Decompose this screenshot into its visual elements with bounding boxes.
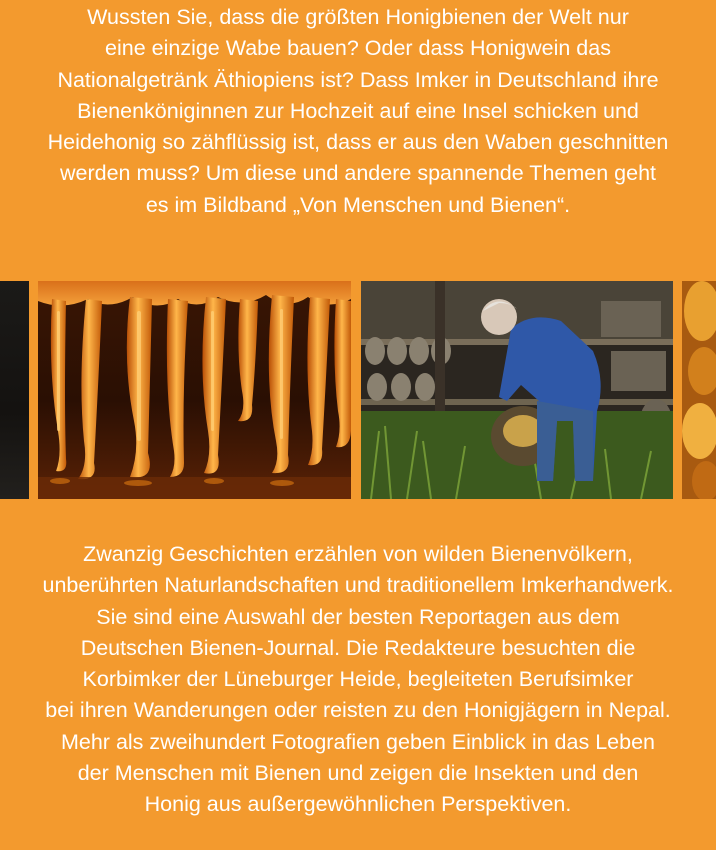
body-line: Mehr als zweihundert Fotografien geben Einblick in das Leben bbox=[60, 729, 655, 754]
body-paragraph bbox=[0, 539, 716, 821]
body-line: Korbimker der Lüneburger Heide, begleiteten Berufsimker bbox=[82, 667, 634, 692]
body-line: unberührten Naturlandschaften und traditionellem Imkerhandwerk. bbox=[42, 573, 674, 598]
intro-line: werden muss? Um diese und andere spannende Themen geht bbox=[59, 161, 657, 186]
intro-line: Wussten Sie, dass die größten Honigbienen der Welt nur bbox=[87, 5, 629, 29]
honey-drips-photo bbox=[38, 281, 351, 499]
intro-line: Heidehonig so zähflüssig ist, dass er aus den Waben geschnitten bbox=[47, 130, 669, 155]
intro-line: es im Bildband „Von Menschen und Bienen“. bbox=[145, 192, 571, 217]
body-line: Sie sind eine Auswahl der besten Reportagen aus dem bbox=[96, 604, 620, 629]
intro-line: eine einzige Wabe bauen? Oder dass Honigwein das bbox=[105, 36, 611, 61]
intro-line: Nationalgetränk Äthiopiens ist? Dass Imker in Deutschland ihre bbox=[57, 67, 659, 92]
photo-strip-right-edge bbox=[682, 281, 716, 499]
photo-strip-left-edge bbox=[0, 281, 29, 499]
beekeeper-photo bbox=[361, 281, 673, 499]
intro-line: Bienenköniginnen zur Hochzeit auf eine Insel schicken und bbox=[77, 98, 639, 123]
body-line: Deutschen Bienen-Journal. Die Redakteure besuchten die bbox=[80, 635, 636, 660]
body-line: der Menschen mit Bienen und zeigen die Insekten und den bbox=[77, 761, 639, 786]
body-line: Honig aus außergewöhnlichen Perspektiven. bbox=[144, 792, 572, 817]
intro-paragraph bbox=[0, 2, 716, 221]
body-line: bei ihren Wanderungen oder reisten zu den Honigjägern in Nepal. bbox=[45, 698, 671, 723]
body-line: Zwanzig Geschichten erzählen von wilden Bienenvölkern, bbox=[83, 542, 633, 566]
